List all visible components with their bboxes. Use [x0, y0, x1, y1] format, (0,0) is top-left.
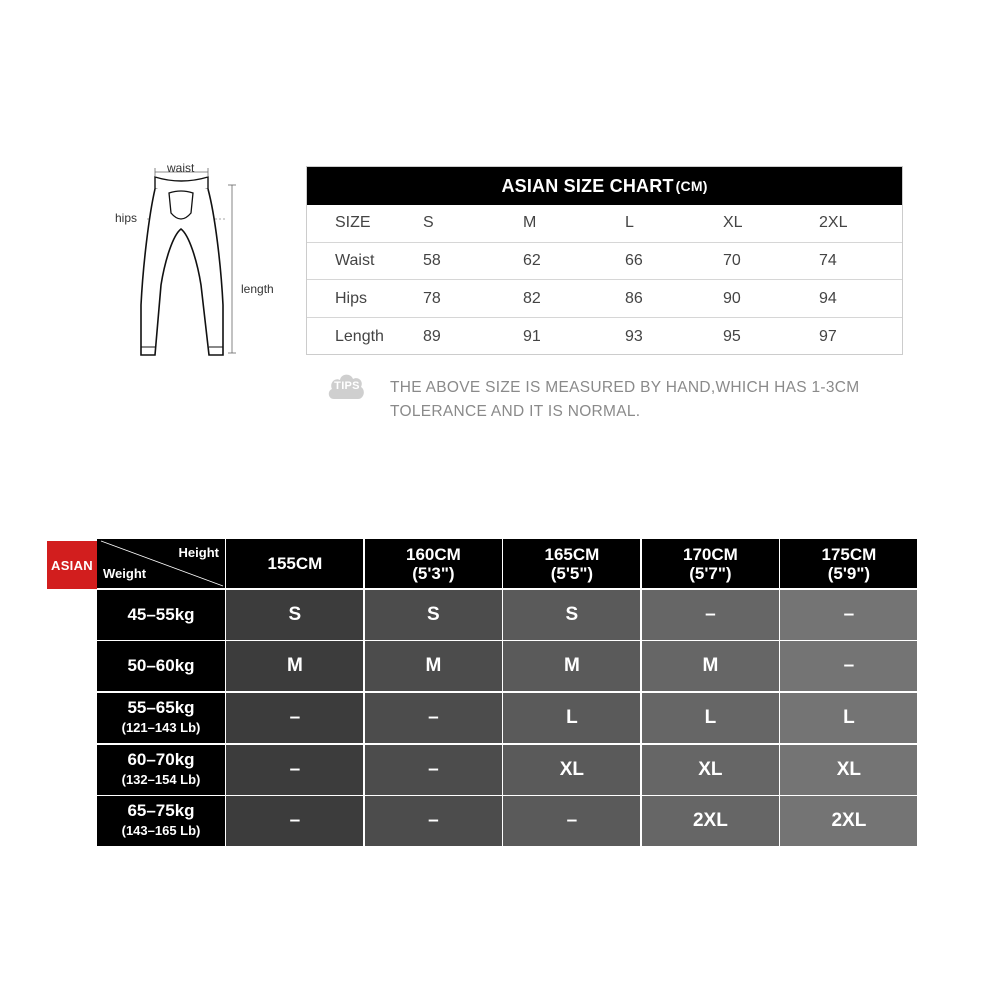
size-chart-header-row	[307, 205, 902, 243]
size-chart-cell: 66	[625, 252, 643, 270]
size-value-cell: L	[503, 693, 640, 743]
hips-label: hips	[115, 211, 138, 225]
height-header-3	[642, 539, 779, 588]
size-value-cell: L	[642, 693, 779, 743]
size-value-cell: XL	[780, 745, 917, 795]
size-chart-row-hips	[307, 280, 902, 318]
tips-badge-label: TIPS	[334, 380, 360, 392]
height-header-sub: (5'5")	[550, 563, 594, 583]
size-value-cell: S	[503, 590, 640, 640]
size-value-cell: –	[642, 590, 779, 640]
size-value-cell: –	[365, 693, 502, 743]
size-chart-cell: 62	[523, 252, 541, 270]
weight-range: 50–60kg	[127, 656, 195, 676]
weight-row-header-1	[97, 641, 225, 691]
size-value-cell: –	[503, 796, 640, 846]
weight-range-lb: (143–165 Lb)	[121, 823, 201, 839]
size-chart-title-text: ASIAN SIZE CHART	[501, 175, 674, 196]
weight-range-lb: (132–154 Lb)	[121, 771, 201, 787]
weight-height-chart	[97, 539, 911, 844]
size-value-cell: S	[226, 590, 363, 640]
size-chart-row-waist	[307, 243, 902, 281]
size-chart-cell: 94	[819, 289, 837, 307]
waist-label: waist	[167, 161, 195, 175]
height-header-main: 170CM	[682, 544, 738, 564]
size-value-cell: –	[226, 693, 363, 743]
size-value-cell: –	[780, 641, 917, 691]
height-header-sub: (5'3")	[412, 563, 455, 583]
size-value-cell: XL	[503, 745, 640, 795]
size-value-cell: –	[365, 796, 502, 846]
weight-row-header-3	[97, 745, 225, 795]
size-chart-cell: XL	[723, 214, 743, 232]
corner-height-label: Height	[178, 545, 219, 560]
tips-badge	[326, 369, 366, 405]
size-value-cell: M	[365, 641, 502, 691]
size-value-cell: –	[365, 745, 502, 795]
weight-range: 55–65kg	[127, 697, 195, 717]
size-value-cell: –	[780, 590, 917, 640]
pants-outline-icon	[105, 155, 295, 365]
tips-line-2: TOLERANCE AND IT IS NORMAL.	[390, 403, 641, 420]
height-header-sub: (5'9")	[827, 563, 871, 583]
size-chart-title-unit: (CM)	[675, 178, 708, 194]
size-chart-cell: 82	[523, 289, 541, 307]
weight-range: 45–55kg	[127, 604, 195, 624]
size-chart-cell: Waist	[335, 252, 375, 270]
size-value-cell: –	[226, 796, 363, 846]
height-header-0	[226, 539, 363, 588]
size-chart-cell: 58	[423, 252, 441, 270]
weight-row-header-4	[97, 796, 225, 846]
tips-text	[390, 376, 910, 424]
size-value-cell: M	[226, 641, 363, 691]
weight-row-header-0	[97, 590, 225, 640]
size-value-cell: 2XL	[642, 796, 779, 846]
weight-row-header-2	[97, 693, 225, 743]
size-chart-cell: 90	[723, 289, 741, 307]
pants-diagram	[105, 155, 295, 365]
weight-range: 60–70kg	[127, 749, 195, 769]
size-chart-cell: SIZE	[335, 214, 371, 232]
size-value-cell: M	[642, 641, 779, 691]
size-chart-cell: 93	[625, 327, 643, 345]
size-value-cell: XL	[642, 745, 779, 795]
height-header-main: 160CM	[405, 544, 461, 564]
size-chart-row-length	[307, 318, 902, 356]
size-value-cell: S	[365, 590, 502, 640]
size-chart-cell: 89	[423, 327, 441, 345]
asian-size-chart	[306, 166, 903, 355]
size-chart-cell: 78	[423, 289, 441, 307]
length-label: length	[241, 282, 274, 296]
size-chart-title	[307, 167, 902, 205]
asian-tag: ASIAN	[47, 541, 97, 589]
size-chart-cell: 95	[723, 327, 741, 345]
size-chart-cell: 97	[819, 327, 837, 345]
size-chart-cell: 86	[625, 289, 643, 307]
size-chart-cell: 2XL	[819, 214, 848, 232]
height-header-main: 175CM	[821, 544, 877, 564]
size-value-cell: 2XL	[780, 796, 917, 846]
corner-weight-label: Weight	[103, 566, 147, 581]
height-header-4	[780, 539, 917, 588]
height-header-2	[503, 539, 640, 588]
size-value-cell: –	[226, 745, 363, 795]
size-chart-cell: L	[625, 214, 634, 232]
height-header-1	[365, 539, 502, 588]
height-header-main: 165CM	[544, 544, 600, 564]
size-chart-cell: 74	[819, 252, 837, 270]
size-chart-cell: 91	[523, 327, 541, 345]
size-value-cell: M	[503, 641, 640, 691]
size-chart-cell: S	[423, 214, 434, 232]
corner-cell	[97, 539, 225, 588]
size-chart-cell: Length	[335, 327, 384, 345]
weight-range: 65–75kg	[127, 801, 195, 821]
weight-range-lb: (121–143 Lb)	[121, 719, 201, 735]
size-chart-cell: M	[523, 214, 537, 232]
height-header-main: 155CM	[267, 554, 323, 573]
size-chart-cell: 70	[723, 252, 741, 270]
size-chart-cell: Hips	[335, 289, 368, 307]
size-value-cell: L	[780, 693, 917, 743]
tips-line-1: THE ABOVE SIZE IS MEASURED BY HAND,WHICH HAS 1-3CM	[390, 379, 860, 396]
height-header-sub: (5'7")	[689, 563, 732, 583]
